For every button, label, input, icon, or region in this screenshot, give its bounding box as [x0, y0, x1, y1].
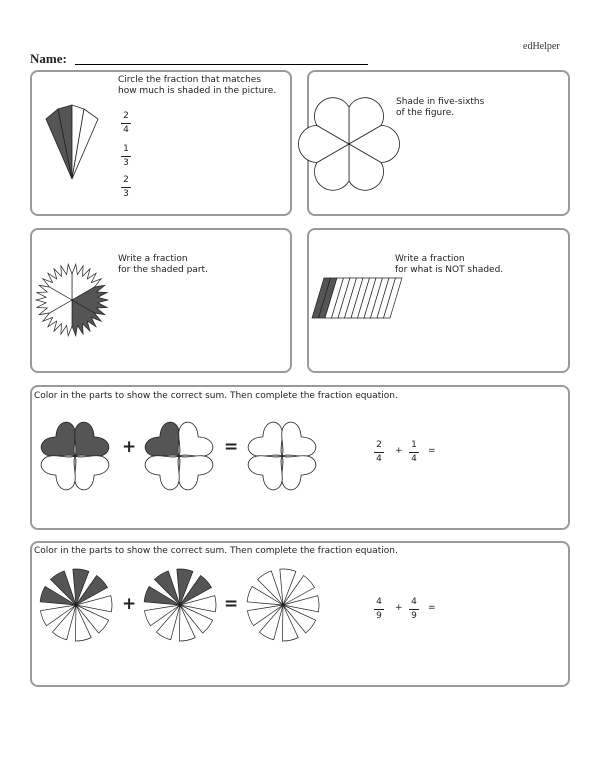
- fraction-bar: [121, 156, 131, 157]
- fraction-denominator: 4: [376, 454, 382, 464]
- equals-sign: =: [224, 594, 239, 614]
- fraction-denominator: 3: [123, 158, 129, 168]
- fraction-option-3[interactable]: [121, 175, 131, 200]
- fraction-bar: [374, 452, 384, 453]
- fraction-numerator: 2: [123, 175, 129, 185]
- problem-2-instruction-2: of the figure.: [396, 108, 455, 118]
- fraction-denominator: 9: [411, 611, 417, 621]
- parallelogram-figure: [310, 276, 400, 321]
- fraction-bar: [121, 123, 131, 124]
- fraction-numerator: 4: [411, 597, 417, 607]
- equation-fraction-a: [374, 440, 384, 465]
- fan-circle-3: [245, 567, 321, 643]
- equation-fraction-a: [374, 597, 384, 622]
- fraction-numerator: 2: [376, 440, 382, 450]
- fraction-option-1[interactable]: [121, 111, 131, 136]
- heart-clover-1: [37, 418, 113, 494]
- equation-fraction-b: [409, 597, 419, 622]
- starburst-figure: [34, 262, 110, 338]
- equation-plus: +: [395, 446, 403, 456]
- problem-3-instruction-2: for the shaded part.: [118, 265, 208, 275]
- fraction-bar: [121, 187, 131, 188]
- equation-equals: =: [428, 446, 436, 456]
- problem-4-instruction-2: for what is NOT shaded.: [395, 265, 504, 275]
- fraction-bar: [409, 609, 419, 610]
- flower-figure: [309, 104, 389, 184]
- fraction-numerator: 1: [411, 440, 417, 450]
- brand-label: edHelper: [523, 41, 560, 52]
- fraction-numerator: 1: [123, 144, 129, 154]
- fan-circle-1: [38, 567, 114, 643]
- fan-circle-2: [142, 567, 218, 643]
- plus-sign: +: [122, 594, 137, 614]
- fraction-option-2[interactable]: [121, 144, 131, 169]
- heart-clover-2: [141, 418, 217, 494]
- problem-5-instruction: Color in the parts to show the correct sum. Then complete the fraction equation.: [34, 391, 398, 401]
- equation-plus: +: [395, 603, 403, 613]
- fraction-denominator: 3: [123, 189, 129, 199]
- fraction-bar: [374, 609, 384, 610]
- heart-clover-3: [244, 418, 320, 494]
- equation-equals: =: [428, 603, 436, 613]
- problem-1-instruction-1: Circle the fraction that matches: [118, 75, 262, 85]
- plus-sign: +: [122, 437, 137, 457]
- problem-1-instruction-2: how much is shaded in the picture.: [118, 86, 277, 96]
- fraction-bar: [409, 452, 419, 453]
- fraction-denominator: 4: [411, 454, 417, 464]
- problem-2-instruction-1: Shade in five-sixths: [396, 97, 485, 107]
- problem-4-instruction-1: Write a fraction: [395, 254, 465, 264]
- problem-3-instruction-1: Write a fraction: [118, 254, 188, 264]
- fraction-denominator: 4: [123, 125, 129, 135]
- problem-6-instruction: Color in the parts to show the correct sum. Then complete the fraction equation.: [34, 546, 398, 556]
- equals-sign: =: [224, 437, 239, 457]
- name-label: Name:: [30, 51, 67, 66]
- equation-fraction-b: [409, 440, 419, 465]
- fraction-denominator: 9: [376, 611, 382, 621]
- name-line[interactable]: [75, 64, 368, 65]
- fraction-numerator: 4: [376, 597, 382, 607]
- kite-figure: [44, 103, 104, 183]
- fraction-numerator: 2: [123, 111, 129, 121]
